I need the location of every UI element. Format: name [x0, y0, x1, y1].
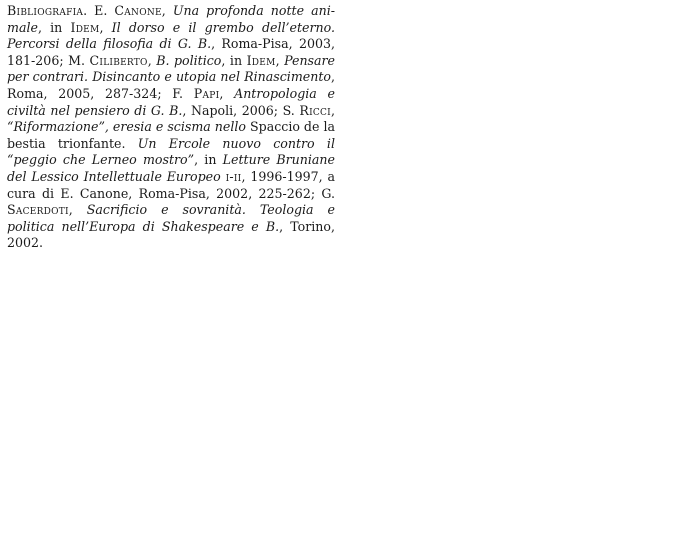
bibliography-text-segment: . E.: [83, 3, 115, 18]
bibliography-text-segment: ,: [330, 102, 335, 118]
bibliography-smallcaps-segment: Sacerdoti: [7, 202, 69, 218]
bibliography-title-segment: Il dorso e il grembo dell’eterno. Percorsi della filosofia di G. B.: [7, 19, 335, 52]
bibliography-text-segment: , Roma, 2005, 287-324; F.: [7, 69, 335, 101]
bibliography-text-segment: ,: [99, 19, 112, 35]
bibliography-text-segment: , in: [37, 19, 71, 35]
bibliography-text-segment: , in: [221, 52, 247, 68]
bibliography-smallcaps-segment: i-ii: [225, 168, 242, 184]
bibliography-text-segment: ,: [147, 52, 157, 68]
bibliography-text-segment: , 1996-1997, a cura di E. Canone, Roma-Pisa, 2002, 225-262; G.: [7, 168, 335, 201]
bibliography-smallcaps-segment: Idem: [70, 19, 100, 35]
bibliography-smallcaps-segment: Ciliberto: [89, 52, 148, 68]
bibliography-title-segment: B. politico: [156, 52, 222, 68]
bibliography-title-segment: Pensare per contrari. Disincanto e utopia nel Rinascimento: [7, 52, 335, 85]
bibliography-title-segment: Una profonda notte animale: [7, 3, 335, 35]
bibliography-smallcaps-segment: Papi: [193, 85, 220, 101]
bibliography-title-segment: Antropologia e civiltà nel pensiero di G. B.: [7, 85, 335, 118]
bibliography-text-segment: ,: [219, 85, 235, 101]
bibliography-paragraph: [7, 3, 335, 252]
bibliography-smallcaps-segment: Idem: [246, 52, 276, 68]
bibliography-text-segment: ,: [68, 202, 87, 218]
bibliography-title-segment: Letture Bruniane del Lessico Intellettuale Europeo: [7, 152, 335, 184]
bibliography-text-segment: Spaccio de la bestia trionfante.: [7, 119, 335, 151]
bibliography-title-segment: Sacrificio e sovranità. Teologia e politica nell’Europa di Shakespeare e B.: [7, 202, 335, 234]
bibliography-smallcaps-segment: Bibliografia: [7, 3, 84, 18]
bibliography-smallcaps-segment: Ricci: [299, 102, 331, 118]
bibliography-text-segment: , Napoli, 2006; S.: [182, 102, 300, 118]
bibliography-title-segment: “Riformazione”, eresia e scisma nello: [7, 119, 246, 135]
bibliography-text-segment: , Roma-Pisa, 2003, 181-206; M.: [7, 36, 335, 68]
bibliography-text-segment: , in: [194, 152, 223, 168]
bibliography-smallcaps-segment: Canone: [114, 3, 162, 18]
bibliography-text-segment: ,: [161, 3, 173, 18]
bibliography-title-segment: Un Ercole nuovo contro il “peggio che Lerneo mostro”: [7, 135, 335, 168]
bibliography-text-segment: ,: [275, 52, 285, 68]
bibliography-text-segment: , Torino, 2002.: [7, 218, 335, 251]
